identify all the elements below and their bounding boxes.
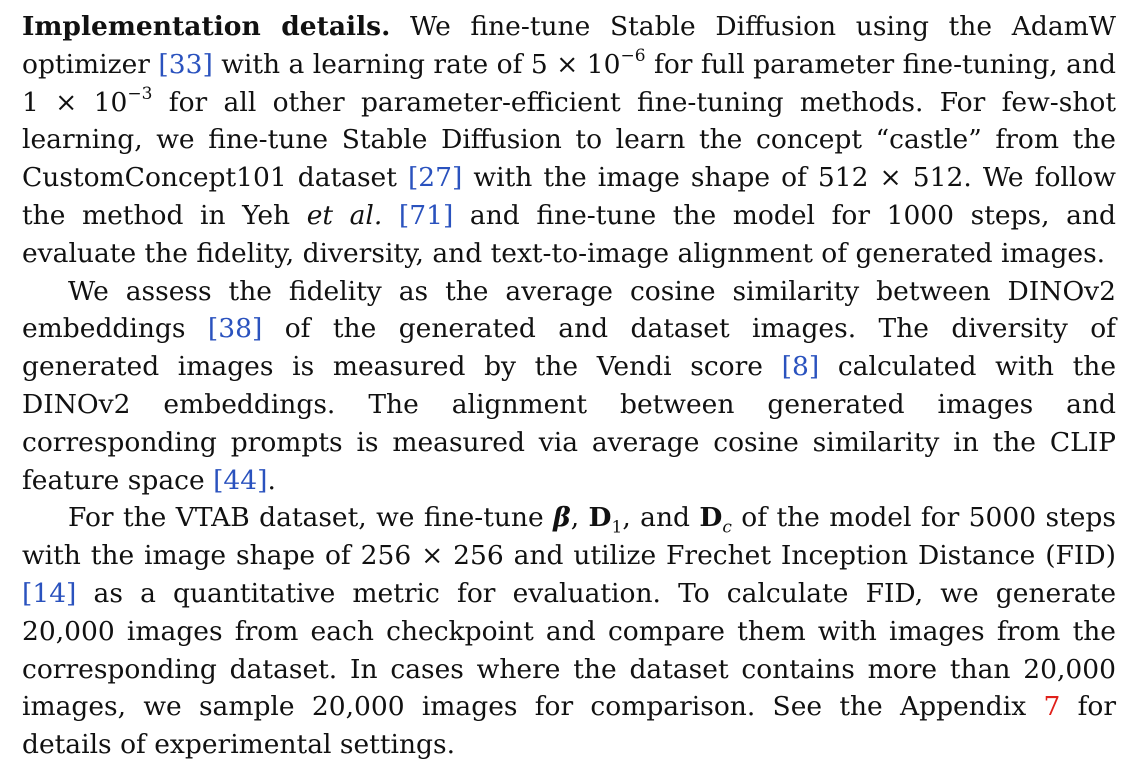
citation-link[interactable]: [38] <box>207 313 263 345</box>
text-span: with the image shape of 512 × 512. We follow the method in Yeh <box>22 162 1116 231</box>
paragraph-evaluation-metrics <box>22 273 1116 500</box>
citation-link[interactable]: [44] <box>213 464 268 496</box>
math-d1: D <box>588 502 612 534</box>
math-dc: D <box>699 502 723 534</box>
text-span: We assess the fidelity as the average cosine similarity between DINOv2 embeddings <box>22 275 1116 345</box>
citation-link[interactable]: [27] <box>407 162 463 194</box>
text-span: , <box>570 502 589 534</box>
superscript: −3 <box>127 83 153 104</box>
citation-link[interactable]: [33] <box>158 48 213 80</box>
section-heading: Implementation details. <box>22 11 391 42</box>
superscript: −6 <box>620 45 646 66</box>
citation-link[interactable]: [14] <box>22 577 77 609</box>
text-span: for details of experimental settings. <box>22 691 1116 761</box>
text-span: . <box>267 464 276 496</box>
citation-link[interactable]: [8] <box>781 351 820 383</box>
text-span: for full parameter fine-tuning, and 1 × 10 <box>22 48 1116 118</box>
text-span: as a quantitative metric for evaluation. To calculate FID, we generate 20,000 images from each checkpoint and compare them with images from the corresponding dataset. In cases where the dataset contains more than 20,000 images, we sample 20,000 images for comparison. See the Appendix <box>22 577 1116 723</box>
text-span <box>382 200 399 231</box>
text-span: , and <box>622 502 700 534</box>
paragraph-vtab <box>22 499 1116 764</box>
paper-text-block <box>22 8 1116 764</box>
et-al-text: et al. <box>306 199 383 231</box>
text-span: of the generated and dataset images. The diversity of generated images is measured by the Vendi score <box>22 313 1116 383</box>
paragraph-implementation-details <box>22 8 1116 273</box>
text-span: of the model for 5000 steps with the image shape of 256 × 256 and utilize Frechet Inception Distance (FID) <box>22 502 1116 572</box>
subscript: 1 <box>611 517 623 538</box>
text-span: calculated with the DINOv2 embeddings. The alignment between generated images and corresponding prompts is measured via average cosine similarity in the CLIP feature space <box>22 351 1116 496</box>
subscript: c <box>722 517 732 538</box>
text-span: We fine-tune Stable Diffusion using the AdamW optimizer <box>22 11 1116 80</box>
text-span: and fine-tune the model for 1000 steps, and evaluate the fidelity, diversity, and text-to-image alignment of generated images. <box>22 199 1116 269</box>
citation-link[interactable]: [71] <box>398 199 454 231</box>
text-span: for all other parameter-efficient fine-tuning methods. For few-shot learning, we fine-tune Stable Diffusion to learn the concept “castle” from the CustomConcept101 dataset <box>22 86 1116 194</box>
appendix-link[interactable]: 7 <box>1043 691 1061 723</box>
math-beta: β <box>553 502 571 534</box>
text-span: with a learning rate of 5 × 10 <box>212 48 621 80</box>
text-span: For the VTAB dataset, we fine-tune <box>68 502 554 534</box>
